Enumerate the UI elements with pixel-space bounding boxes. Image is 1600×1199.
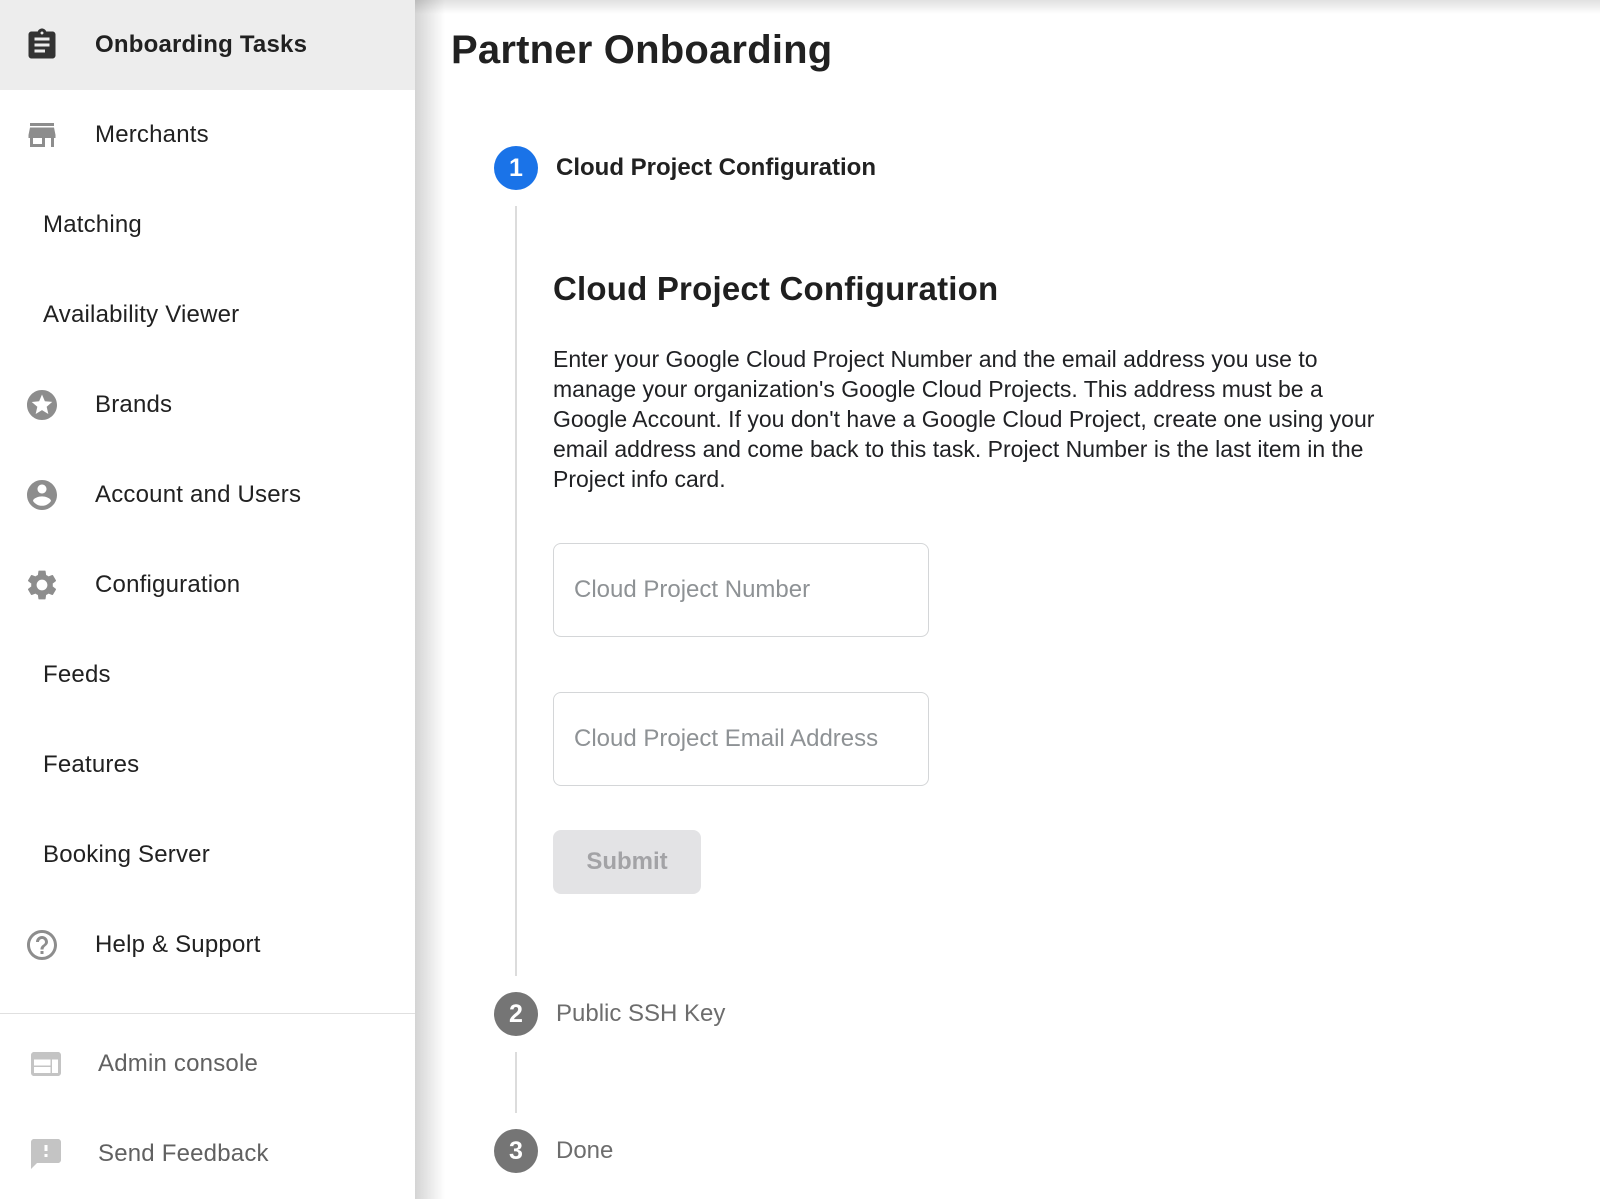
sidebar-divider	[0, 1013, 415, 1014]
step-1-label[interactable]: Cloud Project Configuration	[556, 154, 876, 181]
sidebar-item-label: Features	[43, 751, 140, 778]
main-content	[415, 0, 1600, 1199]
sidebar-item-label: Onboarding Tasks	[95, 31, 308, 58]
stepper-connector-2	[515, 1052, 517, 1113]
feedback-icon	[28, 1136, 64, 1172]
step-3-indicator[interactable]	[494, 1129, 538, 1173]
page-title: Partner Onboarding	[451, 28, 833, 72]
stepper-connector-1	[515, 206, 517, 976]
gear-icon	[24, 567, 60, 603]
sidebar-item-label: Matching	[43, 211, 142, 238]
step-1-indicator[interactable]	[494, 146, 538, 190]
sidebar-item-label: Help & Support	[95, 931, 261, 958]
step-2-number: 2	[509, 999, 523, 1028]
sidebar-item-configuration[interactable]	[0, 540, 415, 630]
sidebar-item-label: Account and Users	[95, 481, 302, 508]
sidebar-shadow	[415, 0, 445, 1199]
help-icon	[24, 927, 60, 963]
sidebar-item-label: Booking Server	[43, 841, 210, 868]
sidebar-item-matching[interactable]	[0, 180, 415, 270]
description-line: Google Account. If you don't have a Google Cloud Project, create one using your	[553, 406, 1375, 432]
star-circle-icon	[24, 387, 60, 423]
sidebar-item-label: Configuration	[95, 571, 241, 598]
sidebar-item-help-support[interactable]	[0, 900, 415, 990]
admin-console-icon	[28, 1046, 64, 1082]
sidebar-item-send-feedback[interactable]	[0, 1109, 415, 1199]
sidebar-footer	[0, 1019, 415, 1199]
description-line: Project info card.	[553, 466, 726, 492]
sidebar	[0, 0, 415, 1199]
submit-button[interactable]: Submit	[553, 830, 701, 894]
sidebar-item-account-and-users[interactable]	[0, 450, 415, 540]
sidebar-item-onboarding-tasks[interactable]	[0, 0, 415, 90]
step-3-number: 3	[509, 1136, 523, 1165]
sidebar-item-merchants[interactable]	[0, 90, 415, 180]
sidebar-item-label: Availability Viewer	[43, 301, 240, 328]
appbar-shadow	[415, 0, 1600, 14]
description-line: email address and come back to this task. Project Number is the last item in the	[553, 436, 1364, 462]
section-heading: Cloud Project Configuration	[553, 270, 999, 307]
description-line: Enter your Google Cloud Project Number and the email address you use to	[553, 346, 1318, 372]
person-circle-icon	[24, 477, 60, 513]
step-3-label[interactable]: Done	[556, 1137, 614, 1164]
cloud-project-number-input[interactable]	[553, 543, 929, 637]
storefront-icon	[24, 117, 60, 153]
sidebar-item-label: Send Feedback	[98, 1140, 269, 1167]
step-2-label[interactable]: Public SSH Key	[556, 1000, 726, 1027]
description-line: manage your organization's Google Cloud Projects. This address must be a	[553, 376, 1323, 402]
step-1-number: 1	[509, 153, 523, 182]
sidebar-item-label: Admin console	[98, 1050, 259, 1077]
sidebar-item-availability-viewer[interactable]	[0, 270, 415, 360]
step-2-indicator[interactable]	[494, 992, 538, 1036]
sidebar-item-label: Feeds	[43, 661, 111, 688]
sidebar-item-brands[interactable]	[0, 360, 415, 450]
sidebar-item-booking-server[interactable]	[0, 810, 415, 900]
sidebar-item-label: Brands	[95, 391, 173, 418]
cloud-project-email-input[interactable]	[553, 692, 929, 786]
sidebar-item-admin-console[interactable]	[0, 1019, 415, 1109]
sidebar-item-feeds[interactable]	[0, 630, 415, 720]
sidebar-item-label: Merchants	[95, 121, 209, 148]
sidebar-item-features[interactable]	[0, 720, 415, 810]
section-description	[553, 344, 1374, 494]
clipboard-icon	[24, 27, 60, 63]
